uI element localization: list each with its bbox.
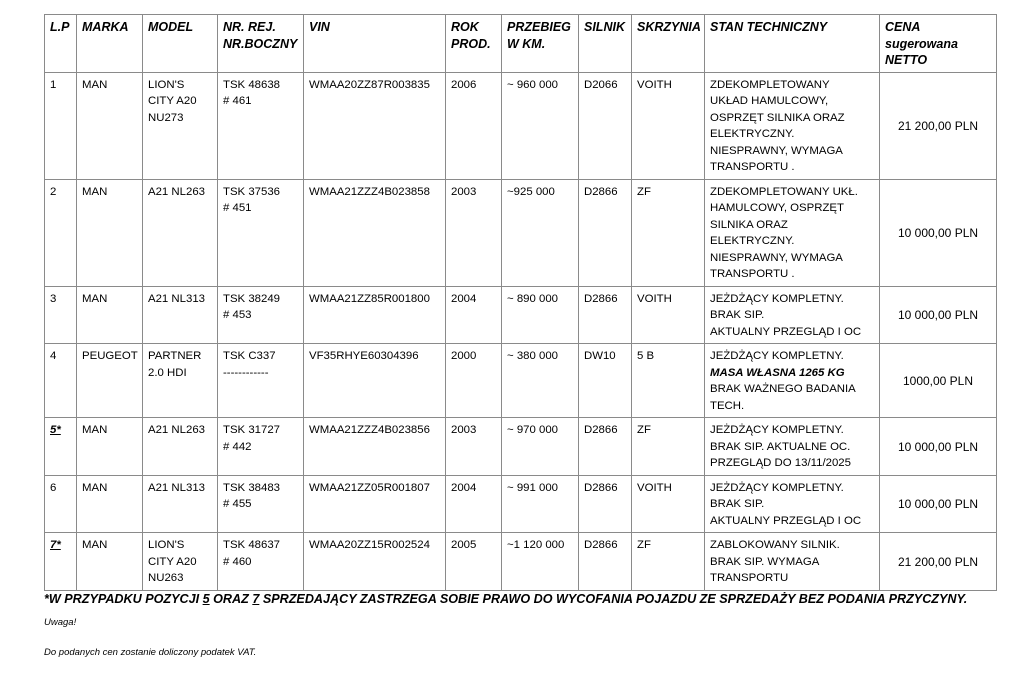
uwaga-label: Uwaga!: [44, 617, 77, 628]
cell-skrzynia: ZF: [632, 533, 705, 591]
cell-stan: [705, 72, 880, 179]
cell-lp: 3: [45, 286, 77, 344]
cell-stan: [705, 344, 880, 418]
cell-lp: 2: [45, 179, 77, 286]
cell-przebieg: ~ 380 000: [502, 344, 579, 418]
cell-przebieg: ~ 991 000: [502, 475, 579, 533]
cell-nr-rej: TSK C337 ------------: [218, 344, 304, 418]
withdrawal-note: [44, 592, 996, 606]
cell-model: LION'S CITY A20 NU273: [143, 72, 218, 179]
vehicle-sale-document: [44, 14, 996, 606]
cell-marka: MAN: [77, 475, 143, 533]
table-row: [45, 179, 997, 286]
header-przebieg: PRZEBIEG W KM.: [502, 15, 579, 73]
header-stan: STAN TECHNICZNY: [705, 15, 880, 73]
cell-lp: 5*: [45, 418, 77, 476]
table-row: [45, 72, 997, 179]
cell-vin: WMAA20ZZ87R003835: [304, 72, 446, 179]
cell-cena: 10 000,00 PLN: [880, 286, 997, 344]
cell-marka: MAN: [77, 418, 143, 476]
cell-vin: VF35RHYE60304396: [304, 344, 446, 418]
cell-skrzynia: VOITH: [632, 286, 705, 344]
cell-stan: [705, 418, 880, 476]
note-text-3: SPRZEDAJĄCY ZASTRZEGA SOBIE PRAWO DO WYCOFANIA POJAZDU ZE SPRZEDAŻY BEZ PODANIA PRZYCZYNY.: [259, 591, 968, 606]
cell-marka: MAN: [77, 179, 143, 286]
cell-cena: 10 000,00 PLN: [880, 418, 997, 476]
stan-text: ZDEKOMPLETOWANY UKŁAD HAMULCOWY, OSPRZĘT SILNIKA ORAZ ELEKTRYCZNY. NIESPRAWNY, WYMAGA TRANSPORTU .: [710, 78, 845, 173]
cell-rok: 2003: [446, 418, 502, 476]
vat-note: Do podanych cen zostanie doliczony podatek VAT.: [44, 647, 257, 658]
header-marka: MARKA: [77, 15, 143, 73]
cell-silnik: DW10: [579, 344, 632, 418]
cell-skrzynia: ZF: [632, 179, 705, 286]
cell-przebieg: ~1 120 000: [502, 533, 579, 591]
cell-przebieg: ~ 970 000: [502, 418, 579, 476]
cell-przebieg: ~925 000: [502, 179, 579, 286]
header-model: MODEL: [143, 15, 218, 73]
cell-vin: WMAA21ZZ85R001800: [304, 286, 446, 344]
cell-vin: WMAA21ZZZ4B023858: [304, 179, 446, 286]
cell-rok: 2006: [446, 72, 502, 179]
cell-skrzynia: VOITH: [632, 475, 705, 533]
cell-cena: 10 000,00 PLN: [880, 475, 997, 533]
vehicle-table: [44, 14, 997, 591]
table-row: [45, 475, 997, 533]
cell-vin: WMAA21ZZ05R001807: [304, 475, 446, 533]
table-header-row: [45, 15, 997, 73]
header-vin: VIN: [304, 15, 446, 73]
cell-nr-rej: TSK 37536 # 451: [218, 179, 304, 286]
cell-rok: 2004: [446, 475, 502, 533]
table-row: [45, 418, 997, 476]
cell-silnik: D2866: [579, 286, 632, 344]
stan-bold-text: MASA WŁASNA 1265 KG: [710, 366, 845, 379]
cell-przebieg: ~ 890 000: [502, 286, 579, 344]
stan-text: ZABLOKOWANY SILNIK. BRAK SIP. WYMAGA TRANSPORTU: [710, 539, 840, 584]
table-row: [45, 533, 997, 591]
header-silnik: SILNIK: [579, 15, 632, 73]
stan-text: JEŻDŻĄCY KOMPLETNY.: [710, 350, 844, 362]
cell-stan: [705, 533, 880, 591]
cell-skrzynia: ZF: [632, 418, 705, 476]
cell-model: PARTNER 2.0 HDI: [143, 344, 218, 418]
cell-silnik: D2866: [579, 475, 632, 533]
cell-rok: 2000: [446, 344, 502, 418]
stan-text-extra: BRAK WAŻNEGO BADANIA TECH.: [710, 383, 856, 412]
header-lp: L.P: [45, 15, 77, 73]
header-skrzynia: SKRZYNIA: [632, 15, 705, 73]
cell-lp: 7*: [45, 533, 77, 591]
stan-text: ZDEKOMPLETOWANY UKŁ. HAMULCOWY, OSPRZĘT SILNIKA ORAZ ELEKTRYCZNY. NIESPRAWNY, WYMAGA TRANSPORTU .: [710, 185, 858, 280]
stan-text: JEŻDŻĄCY KOMPLETNY. BRAK SIP. AKTUALNE OC. PRZEGLĄD DO 13/11/2025: [710, 424, 851, 469]
note-text-1: *W PRZYPADKU POZYCJI: [44, 591, 203, 606]
cell-stan: [705, 179, 880, 286]
cell-cena: 1000,00 PLN: [880, 344, 997, 418]
cell-rok: 2003: [446, 179, 502, 286]
cell-lp: 4: [45, 344, 77, 418]
cell-skrzynia: 5 B: [632, 344, 705, 418]
cell-model: A21 NL313: [143, 286, 218, 344]
cell-rok: 2005: [446, 533, 502, 591]
cell-nr-rej: TSK 38249 # 453: [218, 286, 304, 344]
cell-model: A21 NL263: [143, 418, 218, 476]
cell-nr-rej: TSK 48638 # 461: [218, 72, 304, 179]
note-position-7: 7: [252, 591, 260, 606]
cell-model: A21 NL313: [143, 475, 218, 533]
cell-marka: MAN: [77, 286, 143, 344]
cell-nr-rej: TSK 48637 # 460: [218, 533, 304, 591]
cell-nr-rej: TSK 38483 # 455: [218, 475, 304, 533]
cell-cena: 21 200,00 PLN: [880, 72, 997, 179]
table-row: [45, 344, 997, 418]
cell-silnik: D2866: [579, 179, 632, 286]
header-rok: ROK PROD.: [446, 15, 502, 73]
cell-lp: 1: [45, 72, 77, 179]
table-row: [45, 286, 997, 344]
cell-rok: 2004: [446, 286, 502, 344]
stan-text: JEŻDŻĄCY KOMPLETNY. BRAK SIP. AKTUALNY PRZEGLĄD I OC: [710, 292, 862, 338]
note-position-5: 5: [202, 591, 210, 606]
cell-vin: WMAA21ZZZ4B023856: [304, 418, 446, 476]
cell-model: A21 NL263: [143, 179, 218, 286]
stan-text: JEŻDŻĄCY KOMPLETNY. BRAK SIP. AKTUALNY PRZEGLĄD I OC: [710, 481, 862, 527]
cell-vin: WMAA20ZZ15R002524: [304, 533, 446, 591]
header-nr-rej: NR. REJ. NR.BOCZNY: [218, 15, 304, 73]
cell-marka: MAN: [77, 72, 143, 179]
cell-stan: [705, 286, 880, 344]
cell-stan: [705, 475, 880, 533]
cell-cena: 10 000,00 PLN: [880, 179, 997, 286]
header-cena: CENA sugerowana NETTO: [880, 15, 997, 73]
cell-marka: PEUGEOT: [77, 344, 143, 418]
cell-przebieg: ~ 960 000: [502, 72, 579, 179]
cell-silnik: D2866: [579, 533, 632, 591]
cell-silnik: D2866: [579, 418, 632, 476]
cell-marka: MAN: [77, 533, 143, 591]
cell-skrzynia: VOITH: [632, 72, 705, 179]
note-text-2: ORAZ: [209, 591, 253, 606]
cell-cena: 21 200,00 PLN: [880, 533, 997, 591]
cell-model: LION'S CITY A20 NU263: [143, 533, 218, 591]
cell-lp: 6: [45, 475, 77, 533]
cell-silnik: D2066: [579, 72, 632, 179]
cell-nr-rej: TSK 31727 # 442: [218, 418, 304, 476]
